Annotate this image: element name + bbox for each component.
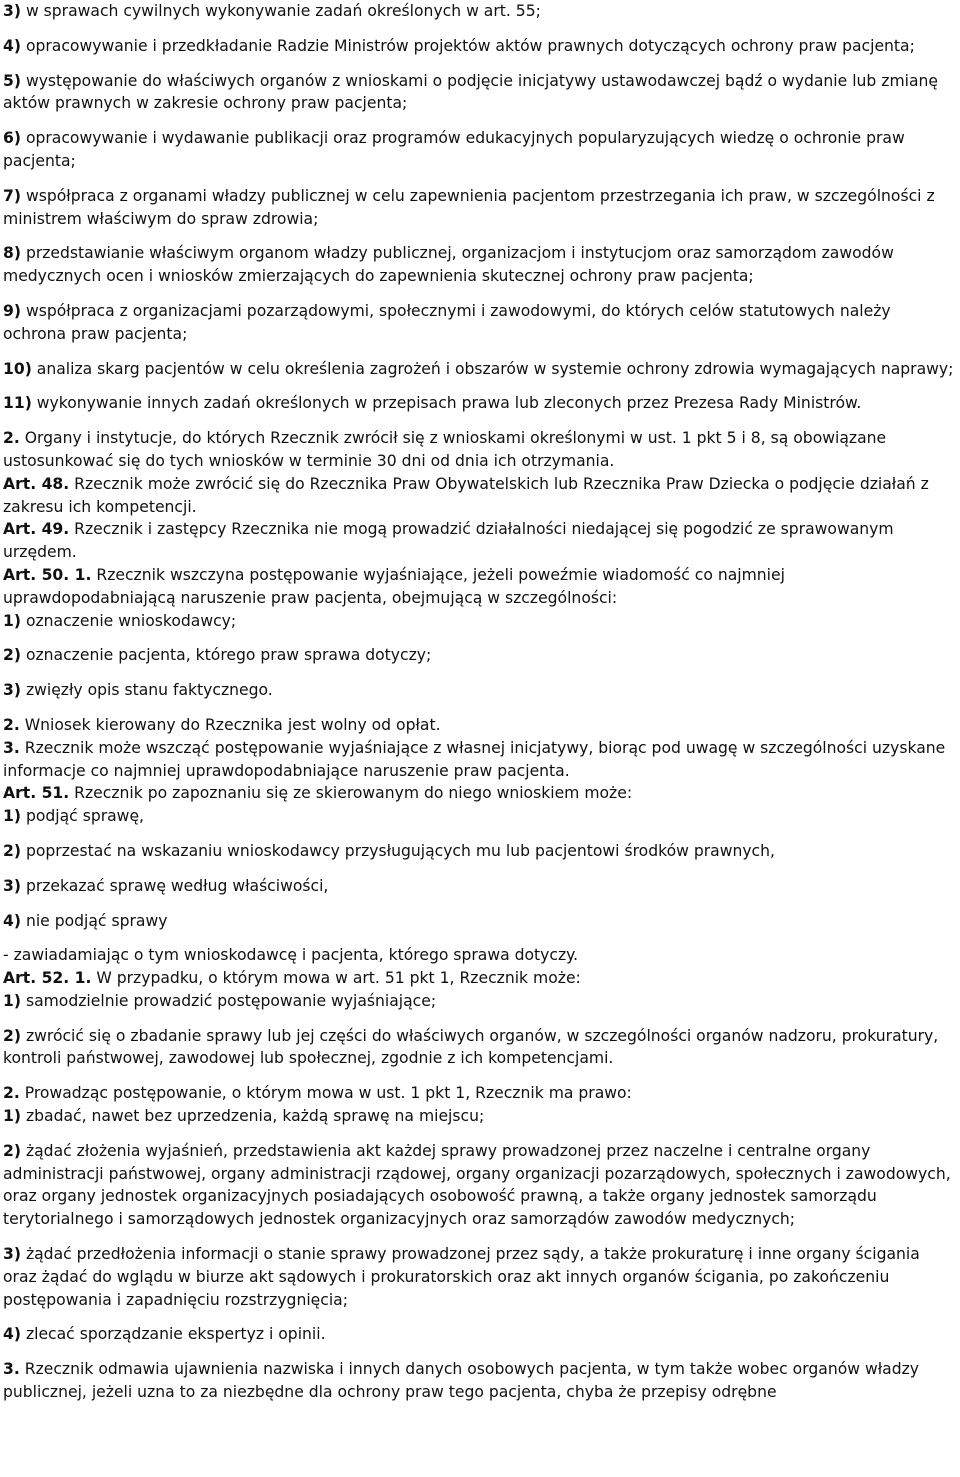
paragraph-text: nie podjąć sprawy — [20, 911, 168, 930]
paragraph-text: analiza skarg pacjentów w celu określenia zagrożeń i obszarów w systemie ochrony zdrowia wymagających naprawy; — [31, 359, 954, 378]
paragraph-text: zbadać, nawet bez uprzedzenia, każdą sprawę na miejscu; — [20, 1107, 485, 1126]
paragraph-number: 1) — [3, 807, 21, 826]
paragraph — [3, 1140, 955, 1231]
paragraph — [3, 427, 955, 473]
paragraph-text: oznaczenie pacjenta, którego praw sprawa dotyczy; — [20, 646, 432, 665]
paragraph-number: 2. — [3, 1084, 20, 1103]
paragraph-number: 8) — [3, 244, 21, 263]
paragraph — [3, 35, 955, 58]
paragraph — [3, 840, 955, 863]
paragraph-text: współpraca z organizacjami pozarządowymi, społecznymi i zawodowymi, do których celów statutowych należy ochrona praw pacjenta; — [3, 301, 891, 343]
paragraph-text: W przypadku, o którym mowa w art. 51 pkt 1, Rzecznik może: — [91, 969, 581, 988]
paragraph-text: Rzecznik może zwrócić się do Rzecznika Praw Obywatelskich lub Rzecznika Praw Dziecka o podjęcie działań z zakresu ich kompetencji. — [3, 474, 929, 516]
paragraph-text: opracowywanie i wydawanie publikacji oraz programów edukacyjnych popularyzujących wiedzę o ochronie praw pacjenta; — [3, 129, 905, 170]
paragraph-text: Rzecznik po zapoznaniu się ze skierowanym do niego wnioskiem może: — [69, 784, 633, 803]
paragraph-number: Art. 52. 1. — [3, 969, 92, 988]
paragraph-text: samodzielnie prowadzić postępowanie wyjaśniające; — [20, 991, 437, 1010]
paragraph-number: 9) — [3, 301, 21, 320]
paragraph-text: w sprawach cywilnych wykonywanie zadań określonych w art. 55; — [20, 2, 541, 20]
paragraph — [3, 967, 955, 990]
paragraph — [3, 805, 955, 828]
paragraph-text: Organy i instytucje, do których Rzecznik zwrócił się z wnioskami określonymi w ust. 1 pkt 5 i 8, są obowiązane ustosunkować się do tych wniosków w terminie 30 dni od dnia ich otrzymania. — [3, 429, 887, 470]
paragraph-number: 7) — [3, 186, 21, 205]
paragraph-text: oznaczenie wnioskodawcy; — [20, 611, 237, 630]
paragraph — [3, 610, 955, 633]
paragraph-number: 3) — [3, 1245, 21, 1264]
paragraph-text: zwrócić się o zbadanie sprawy lub jej części do właściwych organów, w szczególności organów nadzoru, prokuratury, kontroli państwowej, zawodowej lub społecznej, zgodnie z ich kompetencjami. — [3, 1026, 939, 1068]
paragraph-number: 2) — [3, 1026, 21, 1045]
paragraph — [3, 679, 955, 702]
paragraph-text: poprzestać na wskazaniu wnioskodawcy przysługujących mu lub pacjentowi środków prawnych, — [20, 841, 775, 860]
paragraph-number: Art. 49. — [3, 520, 70, 539]
paragraph-text: występowanie do właściwych organów z wnioskami o podjęcie inicjatywy ustawodawczej bądź o wydanie lub zmianę aktów prawnych w zakresie ochrony praw pacjenta; — [3, 71, 939, 113]
paragraph — [3, 910, 955, 933]
paragraph — [3, 714, 955, 737]
paragraph-number: 2) — [3, 841, 21, 860]
paragraph-number: 4) — [3, 1325, 21, 1344]
paragraph — [3, 70, 955, 116]
paragraph-text: wykonywanie innych zadań określonych w przepisach prawa lub zleconych przez Prezesa Rady Ministrów. — [31, 394, 862, 413]
paragraph-text: Rzecznik wszczyna postępowanie wyjaśniające, jeżeli poweźmie wiadomość co najmniej uprawdopodabniającą naruszenie praw pacjenta, obejmującą w szczególności: — [3, 565, 785, 607]
paragraph-number: 11) — [3, 394, 32, 413]
paragraph-number: 2. — [3, 715, 20, 734]
paragraph — [3, 644, 955, 667]
paragraph-number: 4) — [3, 36, 21, 55]
paragraph-text: - zawiadamiając o tym wnioskodawcę i pacjenta, którego sprawa dotyczy. — [3, 946, 579, 965]
paragraph — [3, 1323, 955, 1346]
paragraph — [3, 473, 955, 519]
paragraph-number: Art. 51. — [3, 784, 70, 803]
paragraph — [3, 392, 955, 415]
paragraph-text: współpraca z organami władzy publicznej w celu zapewnienia pacjentom przestrzegania ich praw, w szczególności z ministrem właściwym do spraw zdrowia; — [3, 186, 935, 228]
paragraph-number: 1) — [3, 611, 21, 630]
paragraph-text: opracowywanie i przedkładanie Radzie Ministrów projektów aktów prawnych dotyczących ochrony praw pacjenta; — [20, 36, 915, 55]
paragraph-number: 2) — [3, 1141, 21, 1160]
paragraph — [3, 1105, 955, 1128]
paragraph — [3, 1025, 955, 1071]
paragraph — [3, 1358, 955, 1404]
paragraph-number: 5) — [3, 71, 21, 90]
paragraph — [3, 0, 955, 23]
paragraph — [3, 1082, 955, 1105]
paragraph-number: 4) — [3, 911, 21, 930]
paragraph-number: 1) — [3, 991, 21, 1010]
paragraph-number: Art. 50. 1. — [3, 565, 92, 584]
paragraph-text: Rzecznik odmawia ujawnienia nazwiska i innych danych osobowych pacjenta, w tym także wobec organów władzy publicznej, jeżeli uzna to za niezbędne dla ochrony praw tego pacjenta, chyba że przepisy odrębne — [3, 1360, 920, 1402]
paragraph-number: Art. 48. — [3, 474, 70, 493]
document-body — [3, 0, 955, 1404]
paragraph — [3, 358, 955, 381]
paragraph-text: zwięzły opis stanu faktycznego. — [20, 681, 273, 700]
paragraph-number: 3) — [3, 681, 21, 700]
paragraph-text: Wniosek kierowany do Rzecznika jest wolny od opłat. — [19, 715, 441, 734]
paragraph-number: 2) — [3, 646, 21, 665]
paragraph-number: 1) — [3, 1107, 21, 1126]
paragraph — [3, 300, 955, 346]
paragraph-text: żądać złożenia wyjaśnień, przedstawienia akt każdej sprawy prowadzonej przez naczelne i centralne organy administracji państwowej, organy administracji rządowej, organy organizacji pozarządowych, społecznych i zawodowych, oraz organy jednostek organizacyjnych posiadających osobowość prawną, a także organy jednostek samorządu terytorialnego i samorządowych jednostek organizacyjnych oraz samorządów zawodów medycznych; — [3, 1141, 951, 1229]
paragraph-text: przedstawianie właściwym organom władzy publicznej, organizacjom i instytucjom oraz samorządom zawodów medycznych ocen i wniosków zmierzających do zapewnienia skutecznej ochrony praw pacjenta; — [3, 244, 894, 286]
paragraph — [3, 737, 955, 783]
paragraph — [3, 564, 955, 610]
paragraph-text: podjąć sprawę, — [20, 807, 144, 826]
paragraph-text: przekazać sprawę według właściwości, — [20, 876, 329, 895]
paragraph-text: Prowadząc postępowanie, o którym mowa w ust. 1 pkt 1, Rzecznik ma prawo: — [19, 1084, 632, 1103]
paragraph-number: 3. — [3, 1360, 20, 1379]
paragraph — [3, 185, 955, 231]
paragraph — [3, 1243, 955, 1311]
paragraph — [3, 242, 955, 288]
paragraph — [3, 875, 955, 898]
paragraph — [3, 944, 955, 967]
paragraph-number: 3) — [3, 2, 21, 20]
paragraph-number: 6) — [3, 129, 21, 148]
paragraph-number: 10) — [3, 359, 32, 378]
paragraph — [3, 127, 955, 173]
paragraph — [3, 782, 955, 805]
paragraph-number: 3) — [3, 876, 21, 895]
paragraph-text: żądać przedłożenia informacji o stanie sprawy prowadzonej przez sądy, a także prokuraturę i inne organy ścigania oraz żądać do wglądu w biurze akt sądowych i prokuratorskich oraz akt innych organów ścigania, po zakończeniu postępowania i zapadnięciu rozstrzygnięcia; — [3, 1245, 920, 1309]
paragraph — [3, 990, 955, 1013]
paragraph-text: Rzecznik może wszcząć postępowanie wyjaśniające z własnej inicjatywy, biorąc pod uwagę w szczególności uzyskane informacje co najmniej uprawdopodabniające naruszenie praw pacjenta. — [3, 738, 946, 780]
paragraph-text: zlecać sporządzanie ekspertyz i opinii. — [20, 1325, 326, 1344]
paragraph-text: Rzecznik i zastępcy Rzecznika nie mogą prowadzić działalności niedającej się pogodzić ze sprawowanym urzędem. — [3, 520, 894, 562]
paragraph-number: 2. — [3, 429, 20, 448]
paragraph — [3, 518, 955, 564]
paragraph-number: 3. — [3, 738, 20, 757]
